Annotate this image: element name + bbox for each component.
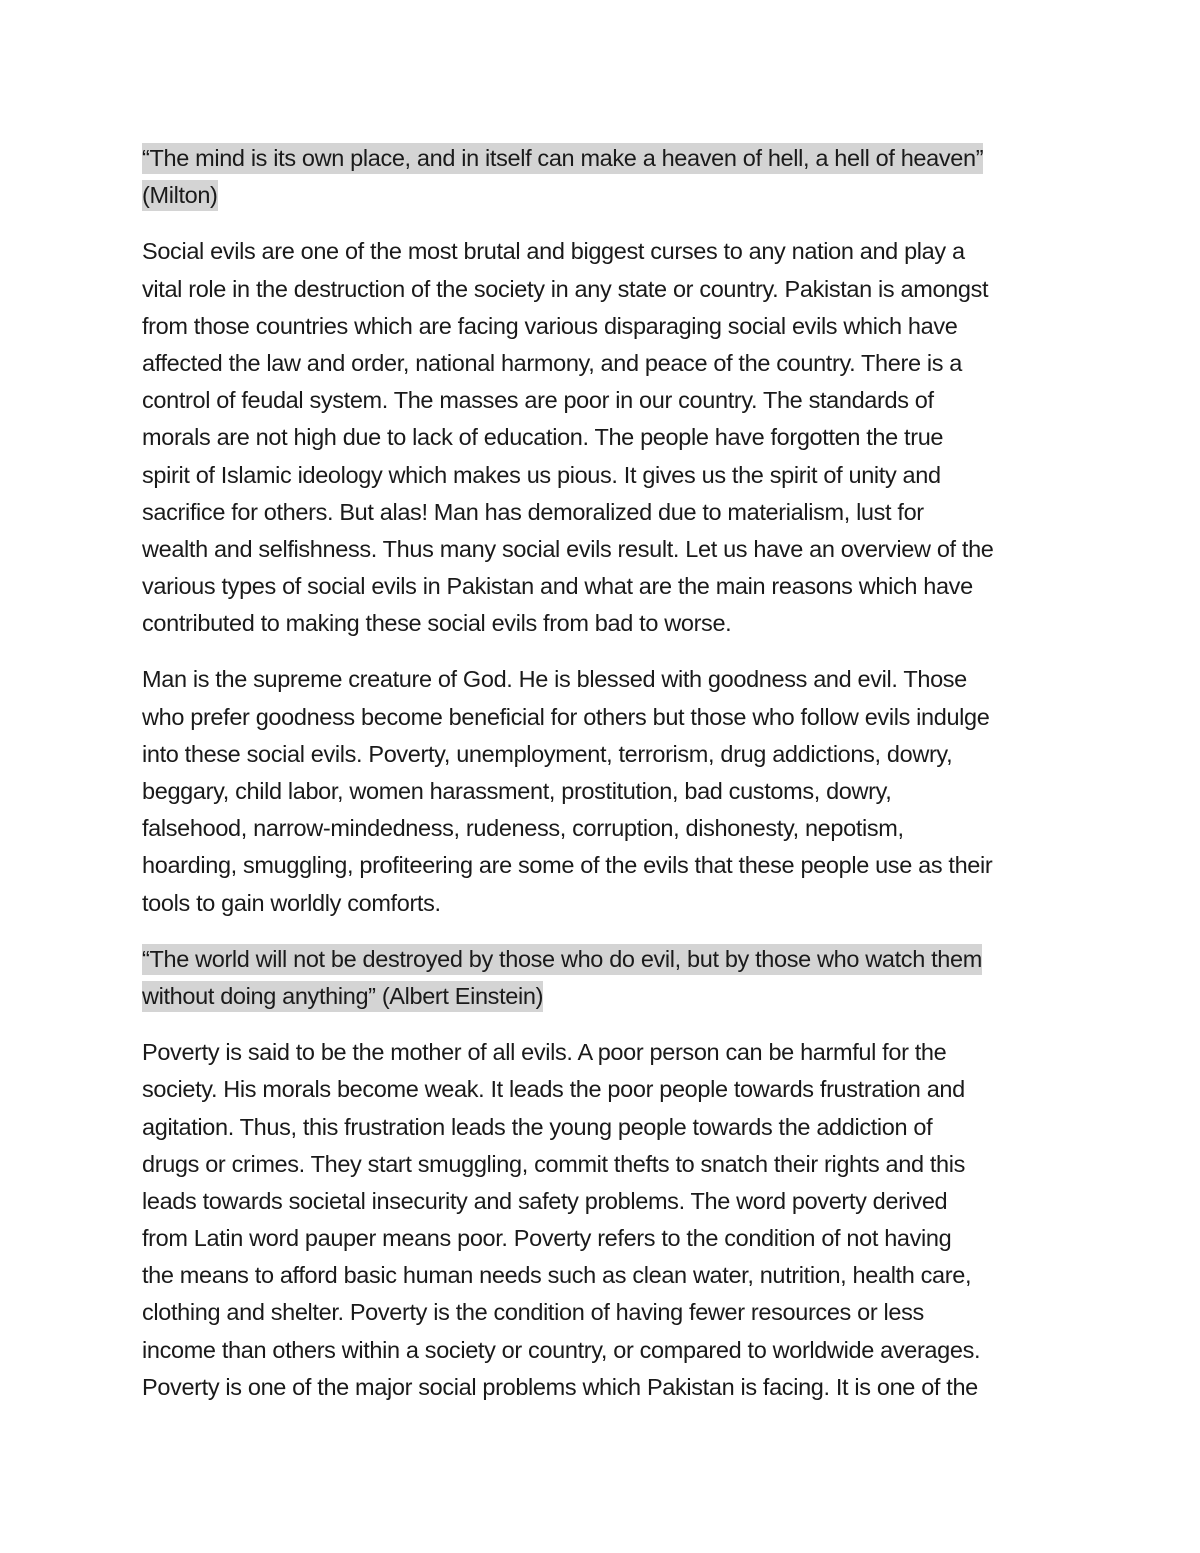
paragraph-line: tools to gain worldly comforts. [142, 889, 441, 916]
paragraph-line: leads towards societal insecurity and safety problems. The word poverty derived [142, 1187, 948, 1214]
paragraph-line: clothing and shelter. Poverty is the condition of having fewer resources or less [142, 1299, 924, 1326]
paragraph-line: drugs or crimes. They start smuggling, commit thefts to snatch their rights and this [142, 1150, 966, 1177]
paragraph-line: who prefer goodness become beneficial for others but those who follow evils indulge [142, 703, 990, 730]
paragraph-line: falsehood, narrow-mindedness, rudeness, corruption, dishonesty, nepotism, [142, 815, 904, 842]
paragraph-line: wealth and selfishness. Thus many social evils result. Let us have an overview of the [142, 535, 994, 562]
paragraph-line: society. His morals become weak. It leads the poor people towards frustration and [142, 1076, 965, 1103]
paragraph-line: affected the law and order, national harmony, and peace of the country. There is a [142, 349, 963, 376]
paragraph-line: income than others within a society or country, or compared to worldwide averages. [142, 1336, 981, 1363]
quote-line: “The world will not be destroyed by those who do evil, but by those who watch them [142, 944, 982, 975]
paragraph-social-evils-intro [142, 233, 1082, 642]
paragraph-line: from those countries which are facing various disparaging social evils which have [142, 312, 958, 339]
paragraph-line: Man is the supreme creature of God. He is blessed with goodness and evil. Those [142, 666, 967, 693]
quote-line: (Milton) [142, 180, 218, 211]
paragraph-line: various types of social evils in Pakistan and what are the main reasons which have [142, 573, 973, 600]
paragraph-line: spirit of Islamic ideology which makes us pious. It gives us the spirit of unity and [142, 461, 941, 488]
paragraph-line: into these social evils. Poverty, unemployment, terrorism, drug addictions, dowry, [142, 740, 953, 767]
paragraph-line: Social evils are one of the most brutal and biggest curses to any nation and play a [142, 238, 965, 265]
paragraph-line: contributed to making these social evils from bad to worse. [142, 610, 732, 637]
paragraph-line: the means to afford basic human needs such as clean water, nutrition, health care, [142, 1262, 972, 1289]
paragraph-line: agitation. Thus, this frustration leads the young people towards the addiction of [142, 1113, 933, 1140]
paragraph-line: vital role in the destruction of the society in any state or country. Pakistan is amongst [142, 275, 989, 302]
quote-line: without doing anything” (Albert Einstein) [142, 981, 543, 1012]
paragraph-line: beggary, child labor, women harassment, prostitution, bad customs, dowry, [142, 778, 892, 804]
paragraph-line: control of feudal system. The masses are poor in our country. The standards of [142, 387, 934, 414]
einstein-quote [142, 941, 1082, 1015]
paragraph-line: Poverty is said to be the mother of all evils. A poor person can be harmful for the [142, 1039, 947, 1066]
paragraph-line: morals are not high due to lack of education. The people have forgotten the true [142, 424, 944, 451]
paragraph-line: from Latin word pauper means poor. Poverty refers to the condition of not having [142, 1225, 952, 1252]
paragraph-poverty [142, 1034, 1082, 1406]
paragraph-line: sacrifice for others. But alas! Man has demoralized due to materialism, lust for [142, 498, 924, 525]
quote-line: “The mind is its own place, and in itself can make a heaven of hell, a hell of heaven” [142, 143, 983, 174]
paragraph-line: hoarding, smuggling, profiteering are some of the evils that these people use as their [142, 852, 993, 879]
milton-quote [142, 140, 1082, 214]
paragraph-line: Poverty is one of the major social problems which Pakistan is facing. It is one of the [142, 1373, 978, 1400]
document-body [142, 140, 1082, 1425]
paragraph-man-supreme-creature [142, 661, 1082, 921]
